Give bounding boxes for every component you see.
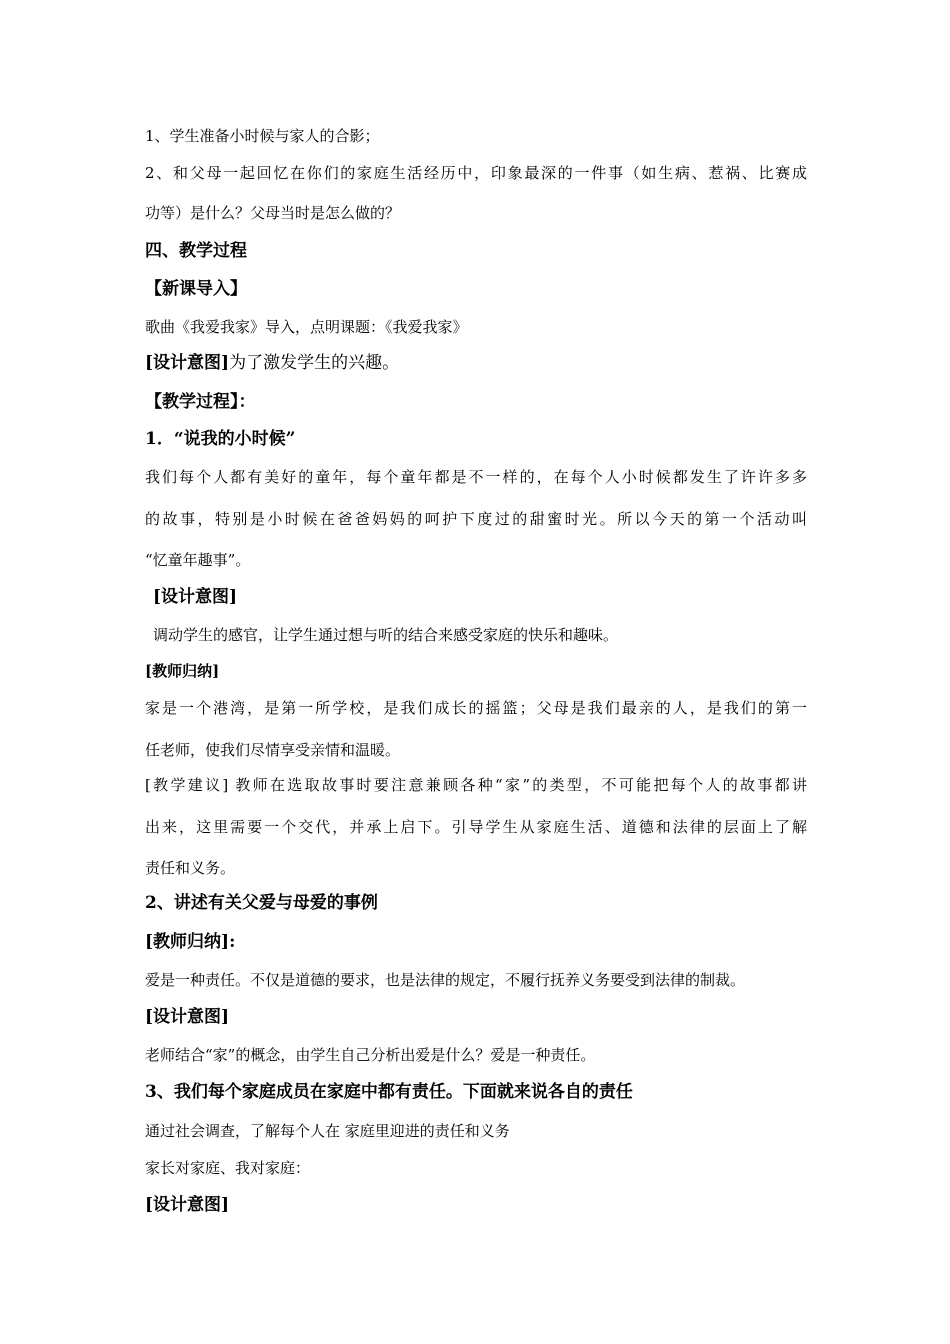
section-four-heading: 四、教学过程 bbox=[145, 241, 247, 261]
teacher-summary-2-label: [教师归纳]: bbox=[145, 932, 236, 952]
activity-3-text-1: 通过社会调查，了解每个人在 家庭里迎进的责任和义务 bbox=[145, 1122, 510, 1140]
activity-3-text-2: 家长对家庭、我对家庭： bbox=[145, 1159, 311, 1177]
prep-item-1: 1、学生准备小时候与家人的合影； bbox=[145, 127, 380, 145]
intent-4-label: [设计意图] bbox=[145, 1195, 230, 1215]
activity-1-para-line-2: 的故事，特别是小时候在爸爸妈妈的呵护下度过的甜蜜时光。所以今天的第一个活动叫 bbox=[145, 510, 807, 528]
suggestion-line-1: [教学建议] 教师在选取故事时要注意兼顾各种“家”的类型，不可能把每个人的故事都讲 bbox=[145, 776, 807, 794]
new-lesson-heading: 【新课导入】 bbox=[145, 279, 247, 299]
teacher-summary-2-text: 爱是一种责任。不仅是道德的要求，也是法律的规定，不履行抚养义务要受到法律的制裁。 bbox=[145, 971, 746, 989]
process-heading: 【教学过程】： bbox=[145, 392, 256, 412]
teacher-summary-1-line-1: 家是一个港湾，是第一所学校，是我们成长的摇篮；父母是我们最亲的人，是我们的第一 bbox=[145, 699, 807, 717]
intent-1 bbox=[145, 355, 399, 372]
intent-3-label: [设计意图] bbox=[145, 1007, 230, 1027]
intent-1-text: 为了激发学生的兴趣。 bbox=[229, 353, 400, 373]
teacher-summary-1-line-2: 任老师，使我们尽情享受亲情和温暖。 bbox=[145, 741, 401, 759]
activity-1-heading: 1．“说我的小时候” bbox=[145, 429, 296, 449]
suggestion-line-3: 责任和义务。 bbox=[145, 859, 236, 877]
teacher-summary-1-label: [教师归纳] bbox=[145, 662, 220, 680]
activity-1-para-line-1: 我们每个人都有美好的童年，每个童年都是不一样的，在每个人小时候都发生了许许多多 bbox=[145, 468, 807, 486]
activity-1-para-line-3: “忆童年趣事”。 bbox=[145, 551, 251, 569]
intent-3-text: 老师结合“家”的概念，由学生自己分析出爱是什么？爱是一种责任。 bbox=[145, 1046, 596, 1064]
prep-item-2-line-2: 功等）是什么？父母当时是怎么做的？ bbox=[145, 204, 401, 222]
activity-2-heading: 2、讲述有关父爱与母爱的事例 bbox=[145, 893, 378, 913]
intent-2-text: 调动学生的感官，让学生通过想与听的结合来感受家庭的快乐和趣味。 bbox=[153, 626, 619, 644]
activity-3-heading: 3、我们每个家庭成员在家庭中都有责任。下面就来说各自的责任 bbox=[145, 1082, 633, 1102]
suggestion-line-2: 出来，这里需要一个交代，并承上启下。引导学生从家庭生活、道德和法律的层面上了解 bbox=[145, 818, 807, 836]
prep-item-2-line-1: 2、和父母一起回忆在你们的家庭生活经历中，印象最深的一件事（如生病、惹祸、比赛成 bbox=[145, 164, 807, 182]
new-lesson-text: 歌曲《我爱我家》导入，点明课题：《我爱我家》 bbox=[145, 318, 468, 336]
intent-2-label: [设计意图] bbox=[153, 587, 238, 607]
intent-1-label: [设计意图] bbox=[145, 353, 230, 373]
